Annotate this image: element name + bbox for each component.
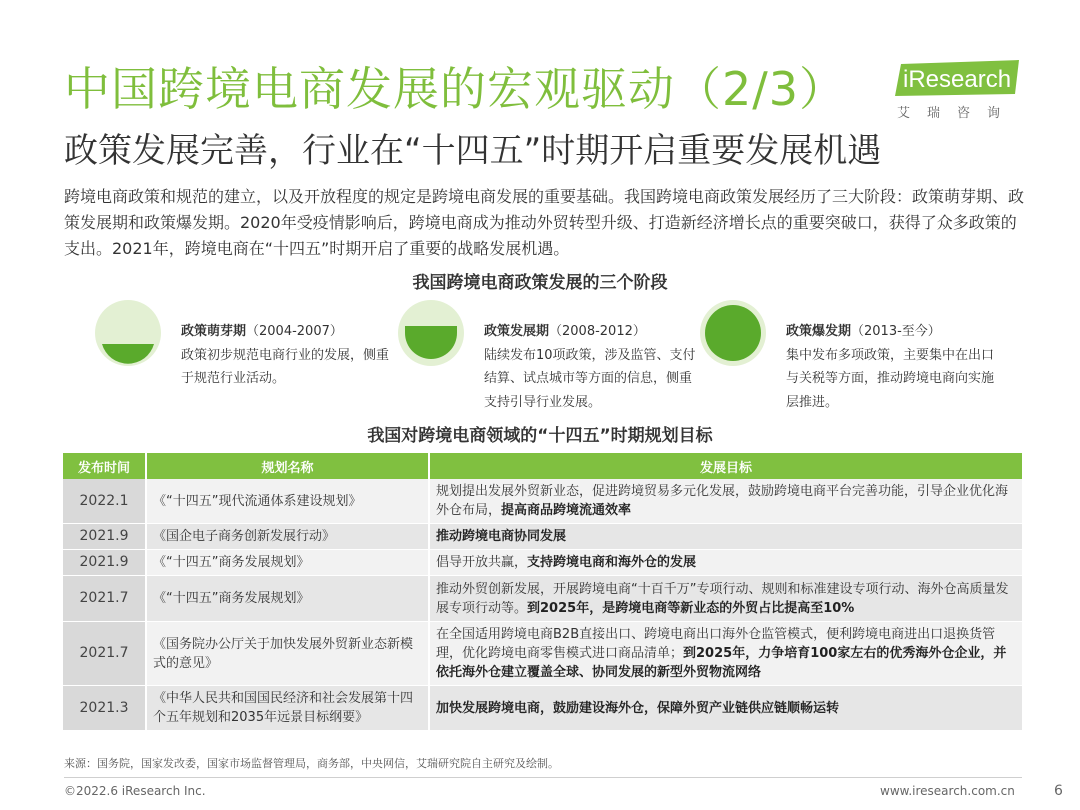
- stage-development-fill-icon: [398, 300, 464, 366]
- row-plan-name: 《“十四五”现代流通体系建设规划》: [146, 479, 429, 524]
- row-goal-highlight: 到2025年，是跨境电商等新业态的外贸占比提高至10%: [527, 600, 855, 616]
- stage-label: 政策爆发期: [786, 324, 852, 339]
- logo-brand-text: iResearch: [903, 66, 1012, 93]
- table-row: [63, 524, 1022, 550]
- row-date: 2021.9: [63, 550, 146, 576]
- footer-divider: [64, 777, 1022, 778]
- table-row: [63, 686, 1022, 731]
- row-date: 2021.7: [63, 622, 146, 686]
- row-goal: [429, 622, 1022, 686]
- column-header-date: 发布时间: [63, 453, 146, 479]
- row-date: 2021.9: [63, 524, 146, 550]
- row-goal-text: 在全国适用跨境电商B2B直接出口、跨境电商出口海外仓监管模式，便利跨境电商进出口退换货管理，优化跨境电商零售模式进口商品清单；: [436, 627, 996, 661]
- stage-period: （2013-至今）: [851, 324, 941, 339]
- row-goal-highlight: 加快发展跨境电商，鼓励建设海外仓，保障外贸产业链供应链顺畅运转: [436, 700, 840, 716]
- stage-label: 政策发展期: [484, 324, 550, 339]
- intro-paragraph: 跨境电商政策和规范的建立，以及开放程度的规定是跨境电商发展的重要基础。我国跨境电商政策发展经历了三大阶段：政策萌芽期、政策发展期和政策爆发期。2020年受疫情影响后，跨境电商成为推动外贸转型升级、打造新经济增长点的重要突破口，获得了众多政策的支出。2021年，跨境电商在“十四五”时期开启了重要的战略发展机遇。: [64, 187, 1025, 258]
- row-date: 2021.3: [63, 686, 146, 731]
- row-date: 2021.7: [63, 576, 146, 622]
- page-title: 中国跨境电商发展的宏观驱动（2/3）: [64, 62, 847, 116]
- row-plan-name: 《“十四五”商务发展规划》: [146, 576, 429, 622]
- row-plan-name: 《中华人民共和国国民经济和社会发展第十四个五年规划和2035年远景目标纲要》: [146, 686, 429, 731]
- stage-description: 陆续发布10项政策，涉及监管、支付结算、试点城市等方面的信息，侧重支持引导行业发展。: [484, 347, 696, 410]
- stage-description: 政策初步规范电商行业的发展，侧重于规范行业活动。: [181, 347, 390, 386]
- stage-explosion-fill-icon: [700, 300, 766, 366]
- row-goal: [429, 524, 1022, 550]
- row-goal-text: 规划提出发展外贸新业态，促进跨境贸易多元化发展，鼓励跨境电商平台完善功能，引导企业优化海外仓布局，: [436, 484, 1009, 518]
- stage-explosion: [700, 300, 1000, 415]
- stage-period: （2008-2012）: [549, 324, 646, 339]
- column-header-name: 规划名称: [146, 453, 429, 479]
- row-goal: [429, 479, 1022, 524]
- iresearch-logo: [895, 60, 1025, 122]
- row-goal: [429, 576, 1022, 622]
- stage-sprout-fill-icon: [95, 300, 161, 366]
- source-note: 来源：国务院，国家发改委，国家市场监督管理局，商务部，中央网信，艾瑞研究院自主研究及绘制。: [64, 757, 559, 770]
- page-number: 6: [1054, 783, 1063, 799]
- stage-development: [398, 300, 698, 415]
- row-goal-text: 倡导开放共赢，: [436, 555, 528, 570]
- row-goal: [429, 550, 1022, 576]
- plan-table: [63, 453, 1022, 731]
- table-row: [63, 622, 1022, 686]
- column-header-goal: 发展目标: [429, 453, 1022, 479]
- website-link[interactable]: www.iresearch.com.cn: [880, 784, 1015, 798]
- table-row: [63, 576, 1022, 622]
- row-goal-highlight: 支持跨境电商和海外仓的发展: [527, 555, 697, 570]
- stage-label: 政策萌芽期: [181, 324, 247, 339]
- row-date: 2022.1: [63, 479, 146, 524]
- row-plan-name: 《国企电子商务创新发展行动》: [146, 524, 429, 550]
- page-subtitle: 政策发展完善，行业在“十四五”时期开启重要发展机遇: [64, 131, 882, 171]
- row-goal: [429, 686, 1022, 731]
- row-plan-name: 《“十四五”商务发展规划》: [146, 550, 429, 576]
- logo-chinese: 艾瑞咨询: [897, 106, 1018, 121]
- table-header-row: [63, 453, 1022, 479]
- stage-period: （2004-2007）: [246, 324, 343, 339]
- row-plan-name: 《国务院办公厅关于加快发展外贸新业态新模式的意见》: [146, 622, 429, 686]
- row-goal-highlight: 推动跨境电商协同发展: [436, 529, 567, 544]
- stage-sprout: [95, 300, 395, 415]
- iresearch-logo-icon: [895, 60, 1020, 96]
- row-goal-highlight: 到2025年，力争培育100家左右的优秀海外仓企业，并依托海外仓建立覆盖全球、协同发展的新型外贸物流网络: [436, 646, 1007, 680]
- stage-description: 集中发布多项政策，主要集中在出口与关税等方面，推动跨境电商向实施层推进。: [786, 347, 995, 410]
- copyright: ©2022.6 iResearch Inc.: [64, 784, 206, 798]
- table-row: [63, 550, 1022, 576]
- row-goal-highlight: 提高商品跨境流通效率: [501, 503, 632, 518]
- plan-heading: 我国对跨境电商领域的“十四五”时期规划目标: [367, 426, 713, 446]
- row-goal-text: 推动外贸创新发展，开展跨境电商“十百千万”专项行动、规则和标准建设专项行动、海外仓高质量发展专项行动等。: [436, 581, 1009, 616]
- stages-heading: 我国跨境电商政策发展的三个阶段: [412, 273, 668, 293]
- table-row: [63, 479, 1022, 524]
